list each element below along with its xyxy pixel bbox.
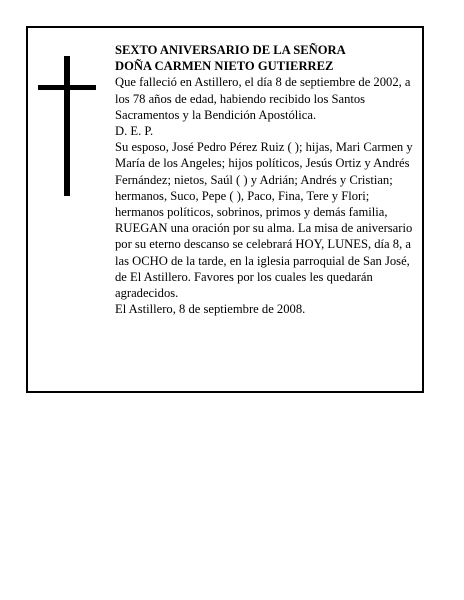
cross-icon-bar xyxy=(38,85,96,90)
place-date: El Astillero, 8 de septiembre de 2008. xyxy=(115,302,306,317)
request-paragraph: RUEGAN una oración por su alma. La misa de aniversario por su eterno descanso se celebrará HOY, LUNES, día 8, a las OCHO de la tarde, en la iglesia parroquial de San José, de El Astillero. Favores por los cuales les quedarán agradecidos. xyxy=(115,221,413,301)
obituary-notice xyxy=(26,26,424,393)
death-paragraph: Que falleció en Astillero, el día 8 de septiembre de 2002, a los 78 años de edad, habiendo recibido los Santos Sacramentos y la Bendición Apostólica. xyxy=(115,75,411,122)
family-paragraph: Su esposo, José Pedro Pérez Ruiz ( ); hijas, Mari Carmen y María de los Angeles; hijos políticos, Jesús Ortiz y Andrés Fernández; nietos, Saúl ( ) y Adrián; Andrés y Cristian; hermanos, Suco, Pepe ( ), Paco, Fina, Tere y Flori; hermanos políticos, sobrinos, primos y demás familia, xyxy=(115,140,413,220)
cross-icon xyxy=(64,56,70,196)
notice-title-line-1: SEXTO ANIVERSARIO DE LA SEÑORA xyxy=(115,43,346,57)
dep-line: D. E. P. xyxy=(115,124,154,139)
notice-text xyxy=(115,42,420,317)
notice-title-line-2: DOÑA CARMEN NIETO GUTIERREZ xyxy=(115,59,334,74)
